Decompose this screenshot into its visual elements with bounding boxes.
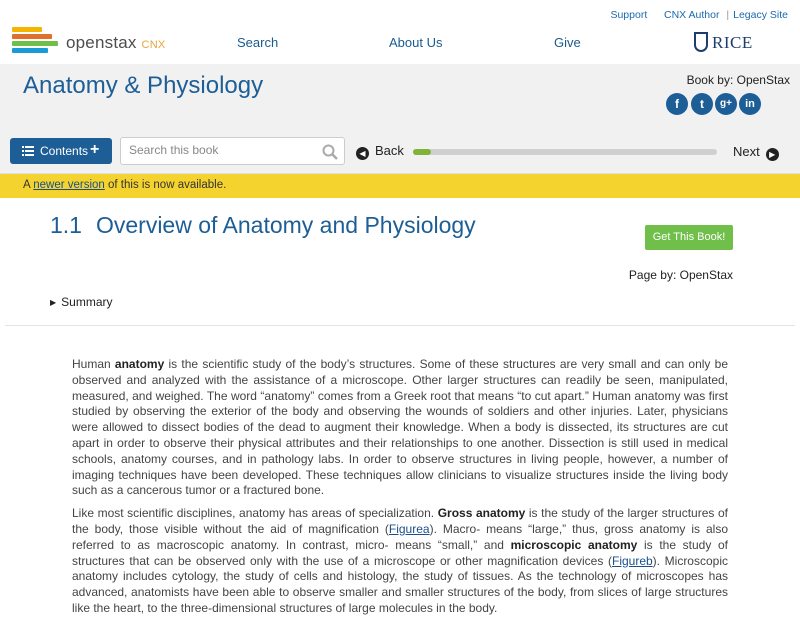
top-navigation-bar: [0, 0, 800, 64]
book-header: [0, 64, 800, 124]
summary-toggle[interactable]: [50, 295, 113, 309]
chevron-left-icon: ◀: [356, 147, 369, 160]
text: ). Macro- means “large,” thus, gross anatomy is also referred to as macroscopic anatomy. In contrast, micro- means “small,” and: [72, 521, 728, 552]
legacy-site-link[interactable]: Legacy Site: [733, 9, 788, 21]
search-input[interactable]: [129, 143, 319, 157]
list-icon: [22, 146, 34, 156]
logo-name: openstax: [66, 33, 137, 52]
rice-shield-icon: [694, 32, 708, 52]
facebook-icon[interactable]: f: [666, 93, 688, 115]
logo-text: [66, 33, 165, 53]
next-label: Next: [733, 144, 760, 159]
contents-button[interactable]: [10, 138, 112, 164]
page-content: [72, 357, 728, 624]
logo-suffix: CNX: [141, 39, 166, 51]
book-toolbar: [0, 124, 800, 174]
text: ). Microscopic anatomy includes cytology, the study of cells and histology, the study of tissues. As the technology of microscopes has advanced, anatomists have been able to observe smaller and smaller structures of the body, from slices of large structures like the heart, to the three-dimensional structures of large molecules in the body.: [72, 553, 728, 615]
divider: [5, 325, 795, 326]
notice-prefix: A: [23, 179, 34, 191]
section-title: Overview of Anatomy and Physiology: [95, 212, 476, 238]
paragraph: [72, 357, 728, 499]
figure-b-link[interactable]: Figureb: [611, 553, 653, 568]
next-button[interactable]: [733, 144, 779, 161]
link-divider: |: [726, 9, 730, 21]
back-label: Back: [375, 143, 404, 158]
text: Human: [72, 357, 115, 371]
progress-fill: [413, 149, 431, 155]
text: is the study of structures that can be observed only with the use of a microscope or other magnification devices (: [72, 537, 729, 568]
page-author: Page by: OpenStax: [628, 268, 733, 282]
get-this-book-button[interactable]: Get This Book!: [645, 225, 733, 250]
nav-give-link[interactable]: Give: [554, 35, 581, 50]
summary-label: Summary: [61, 295, 113, 309]
nav-search-link[interactable]: Search: [237, 35, 279, 50]
term-microscopic-anatomy: microscopic anatomy: [510, 537, 638, 552]
plus-icon: +: [90, 141, 100, 158]
term-gross-anatomy: Gross anatomy: [437, 506, 526, 521]
term-anatomy: anatomy: [114, 357, 165, 371]
contents-label: Contents: [40, 144, 89, 158]
book-title[interactable]: Anatomy & Physiology: [23, 72, 264, 99]
nav-about-us-link[interactable]: About Us: [389, 35, 443, 50]
book-author: Book by: OpenStax: [686, 73, 790, 87]
text: is the scientific study of the body’s structures. Some of these structures are very small and can only be observed and analyzed with the assistance of a microscope. Other larger structures can readily be seen, manipulated, measured, and weighed. The word “anatomy” comes from a Greek root that means “to cut apart.” Human anatomy was first studied by observing the exterior of the body and observing the wounds of soldiers and other injuries. Later, physicians were allowed to dissect bodies of the dead to augment their knowledge. When a body is dissected, its structures are cut apart in order to observe their physical attributes and their relationships to one another. Dissection is still used in medical schools, anatomy courses, and in pathology labs. In order to observe structures in living people, however, a number of imaging techniques have been developed. These techniques allow clinicians to visualize structures inside the living body such as a cancerous tumor or a fractured bone.: [72, 357, 728, 498]
text: is the study of the larger structures of the body, those visible without the aid of magnification (: [72, 506, 728, 536]
chevron-right-icon: ▶: [766, 148, 779, 161]
triangle-right-icon: ▶: [50, 298, 57, 307]
figure-a-link[interactable]: Figurea: [388, 521, 430, 536]
utility-links: [610, 9, 788, 21]
notice-suffix: of this is now available.: [104, 179, 227, 191]
paragraph: [72, 506, 728, 617]
cnx-author-link[interactable]: CNX Author: [664, 9, 720, 21]
linkedin-icon[interactable]: in: [739, 93, 761, 115]
section-number: 1.1: [50, 212, 82, 238]
rice-logo-text: RICE: [712, 33, 753, 52]
twitter-icon[interactable]: t: [691, 93, 713, 115]
google-plus-icon[interactable]: g+: [715, 93, 737, 115]
newer-version-notice: [0, 174, 800, 198]
link-divider: [654, 9, 657, 21]
openstax-cnx-logo[interactable]: [12, 26, 172, 56]
support-link[interactable]: Support: [610, 9, 648, 21]
search-icon[interactable]: [322, 144, 338, 160]
text: Like most scientific disciplines, anatomy has areas of specialization.: [72, 506, 438, 521]
book-progress-bar: [413, 149, 717, 155]
back-button[interactable]: [356, 143, 404, 160]
newer-version-link[interactable]: newer version: [33, 179, 105, 191]
page-title: [50, 212, 476, 239]
openstax-logo-icon: [12, 26, 60, 54]
search-box: [120, 137, 345, 165]
